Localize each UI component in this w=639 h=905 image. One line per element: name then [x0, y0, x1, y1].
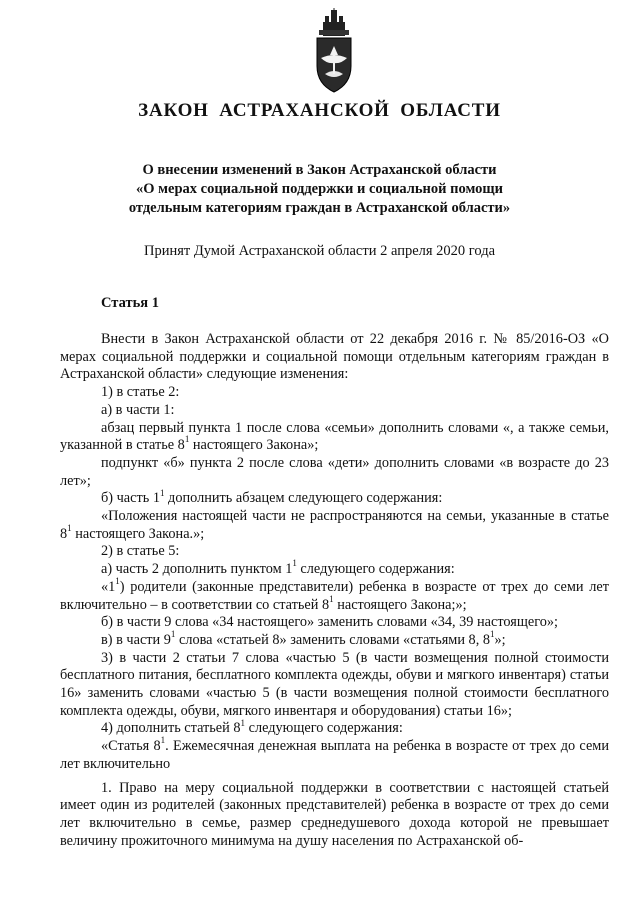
adoption-line: Принят Думой Астраханской области 2 апреля 2020 года: [143, 243, 496, 259]
article-heading: Статья 1: [101, 295, 159, 311]
law-subtitle: [0, 161, 639, 218]
article-body: [60, 331, 609, 850]
paragraph: подпункт «б» пункта 2 после слова «дети» дополнить словами «в возрасте до 23 лет»;: [60, 454, 609, 489]
coat-of-arms-emblem: [305, 8, 363, 96]
paragraph: «Положения настоящей части не распространяются на семьи, указанные в статье $8^1$ настоящего Закона.»;: [60, 508, 609, 542]
subtitle-line: О внесении изменений в Закон Астраханской области: [142, 162, 497, 178]
paragraph: б) в части 9 слова «34 настоящего» заменить словами «34, 39 настоящего»;: [101, 614, 559, 631]
paragraph: а) часть 2 дополнить пунктом $1^1$ следующего содержания:: [101, 558, 455, 578]
paragraph: в) в части $9^1$ слова «статьей 8» заменить словами «статьями 8, $8^1$»;: [101, 629, 506, 648]
paragraph: «$1^1$) родители (законные представители) ребенка в возрасте от трех до семи лет включительно – в соответствии со статьей $8^1$ настоящего Закона;»;: [60, 576, 609, 613]
paragraph: а) в части 1:: [101, 401, 175, 418]
paragraph: 2) в статье 5:: [101, 543, 180, 560]
subtitle-line: «О мерах социальной поддержки и социальной помощи: [135, 181, 504, 197]
law-title: ЗАКОН АСТРАХАНСКОЙ ОБЛАСТИ: [138, 100, 501, 121]
paragraph: «Статья $8^1$. Ежемесячная денежная выплата на ребенка в возрасте от трех до семи лет включительно: [60, 735, 609, 772]
paragraph: абзац первый пункта 1 после слова «семьи» дополнить словами «, а также семьи, указанной в статье $8^1$ настоящего Закона»;: [60, 419, 609, 454]
paragraph: 4) дополнить статьей $8^1$ следующего содержания:: [101, 717, 403, 737]
paragraph: б) часть $1^1$ дополнить абзацем следующего содержания:: [101, 487, 443, 507]
paragraph: 1. Право на меру социальной поддержки в соответствии с настоящей статьей имеет один из родителей (законных представителей) ребенка в возрасте от трех до семи лет включительно в семье, размер среднедушевого дохода которой не превышает величину прожиточного минимума на душу населения по Астраханской об-: [60, 779, 609, 849]
paragraph: Внести в Закон Астраханской области от 22 декабря 2016 г. № 85/2016-ОЗ «О мерах социальной поддержки и социальной помощи отдельным категориям граждан в Астраханской области» следующие изменения:: [60, 331, 609, 383]
paragraph: 1) в статье 2:: [101, 384, 180, 401]
paragraph: 3) в части 2 статьи 7 слова «частью 5 (в части возмещения полной стоимости бесплатного питания, бесплатного комплекта одежды, обуви и мягкого инвентаря) статьи 16» заменить словами «частью 5 (в части возмещения полной стоимости бесплатного комплекта одежды, обуви, мягкого инвентаря и оборудования) статьи 16»;: [60, 649, 609, 719]
subtitle-line: отдельным категориям граждан в Астраханской области»: [128, 200, 511, 216]
